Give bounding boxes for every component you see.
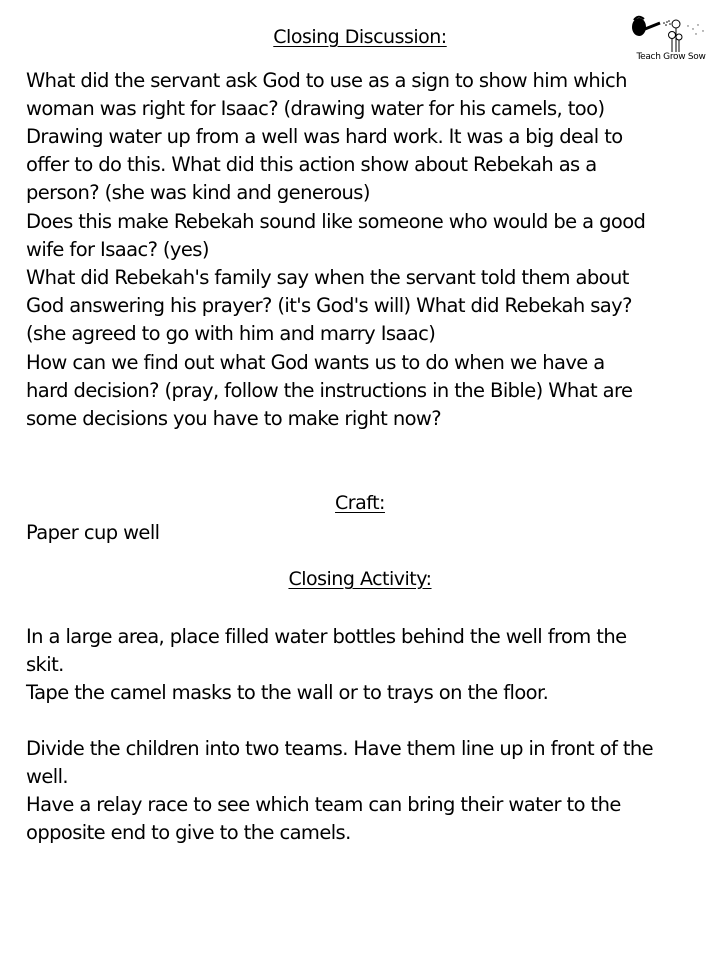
text-line: How can we find out what God wants us to do when we have a: [26, 351, 605, 374]
craft-text: Paper cup well: [26, 521, 160, 544]
text-line: In a large area, place filled water bottles behind the well from the: [26, 625, 627, 648]
text-line: well.: [26, 765, 68, 788]
text-line: What did the servant ask God to use as a sign to show him which: [26, 69, 627, 92]
text-line: Does this make Rebekah sound like someone who would be a good: [26, 210, 646, 233]
text-line: opposite end to give to the camels.: [26, 821, 351, 844]
text-line: skit.: [26, 653, 64, 676]
closing-discussion-heading: Closing Discussion:: [273, 26, 447, 48]
text-line: some decisions you have to make right now?: [26, 407, 442, 430]
text-line: Tape the camel masks to the wall or to trays on the floor.: [26, 681, 549, 704]
text-line: Have a relay race to see which team can bring their water to the: [26, 793, 621, 816]
text-line: wife for Isaac? (yes): [26, 238, 209, 261]
text-line: offer to do this. What did this action show about Rebekah as a: [26, 153, 597, 176]
craft-heading: Craft:: [335, 492, 385, 514]
text-line: (she agreed to go with him and marry Isaac): [26, 322, 436, 345]
text-line: hard decision? (pray, follow the instructions in the Bible) What are: [26, 379, 633, 402]
text-line: Divide the children into two teams. Have them line up in front of the: [26, 737, 654, 760]
closing-activity-heading: Closing Activity:: [288, 568, 432, 590]
text-line: God answering his prayer? (it's God's will) What did Rebekah say?: [26, 294, 632, 317]
text-line: What did Rebekah's family say when the servant told them about: [26, 266, 629, 289]
text-line: person? (she was kind and generous): [26, 181, 370, 204]
text-line: woman was right for Isaac? (drawing water for his camels, too): [26, 97, 605, 120]
text-line: Drawing water up from a well was hard work. It was a big deal to: [26, 125, 623, 148]
logo-text: Teach Grow Sow: [636, 52, 706, 62]
